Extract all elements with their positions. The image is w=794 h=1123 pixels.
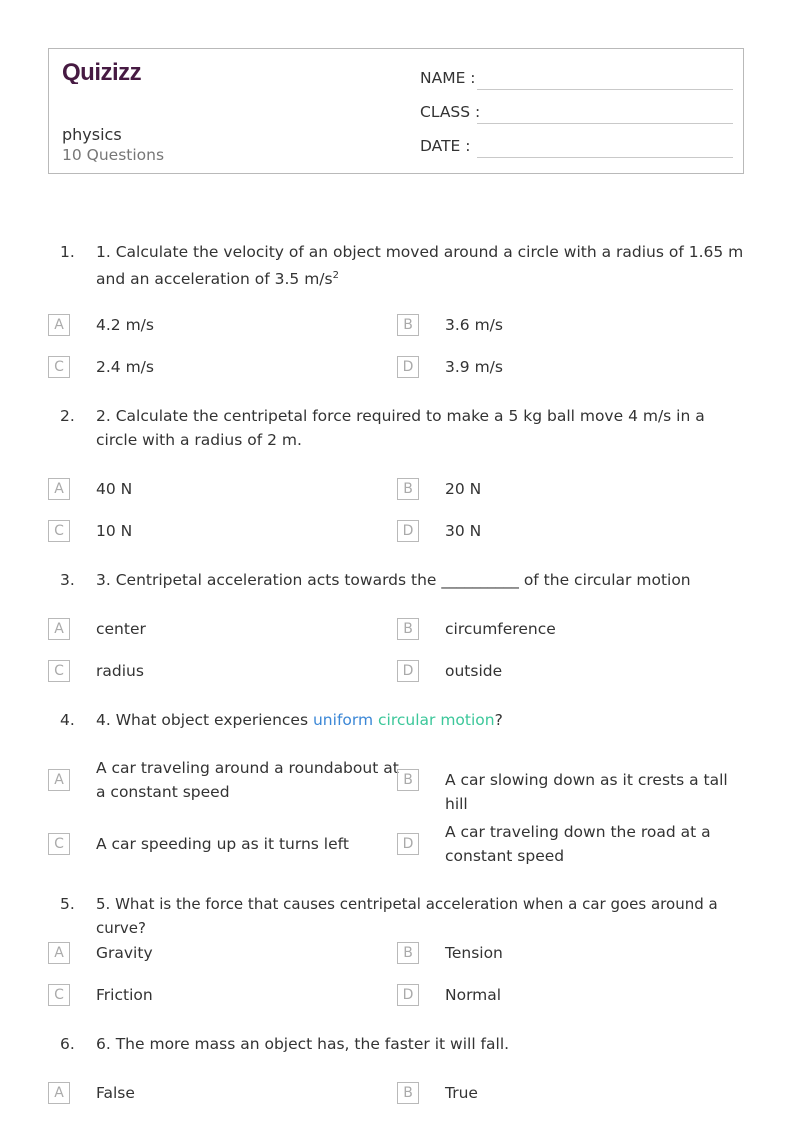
name-label: NAME :	[420, 69, 476, 87]
option-text: False	[96, 1084, 135, 1102]
date-label: DATE :	[420, 137, 471, 155]
option-letter[interactable]: B	[397, 1082, 419, 1104]
class-field[interactable]	[477, 123, 733, 124]
option-text: Tension	[445, 944, 503, 962]
worksheet-header	[48, 48, 744, 174]
option-letter[interactable]: A	[48, 942, 70, 964]
subject-title: physics	[62, 125, 122, 144]
option-text: Gravity	[96, 944, 153, 962]
option-letter[interactable]: D	[397, 356, 419, 378]
option-text: A car traveling around a roundabout at a constant speed	[96, 759, 399, 801]
logo-text: Quizizz	[62, 59, 142, 84]
question-text: 3. Centripetal acceleration acts towards the __________ of the circular motion	[96, 571, 691, 589]
question-count: 10 Questions	[62, 146, 165, 164]
superscript: 2	[332, 270, 339, 281]
option-letter[interactable]: A	[48, 618, 70, 640]
keyword-circular-motion: circular motion	[378, 711, 495, 729]
option-letter[interactable]: B	[397, 769, 419, 791]
date-field[interactable]	[477, 157, 733, 158]
option-text: radius	[96, 662, 144, 680]
class-label: CLASS :	[420, 103, 481, 121]
option-letter[interactable]: B	[397, 618, 419, 640]
option-text: A car slowing down as it crests a tall hill	[445, 771, 728, 813]
question-text: 6. The more mass an object has, the faster it will fall.	[96, 1035, 510, 1053]
question-number: 2.	[60, 407, 75, 425]
question-text	[96, 708, 748, 732]
option-text: Normal	[445, 986, 502, 1004]
question-text-after: ?	[494, 711, 503, 729]
option-letter[interactable]: C	[48, 356, 70, 378]
question-text: 2. Calculate the centripetal force required to make a 5 kg ball move 4 m/s in a circle with a radius of 2 m.	[96, 407, 705, 449]
option-letter[interactable]: C	[48, 833, 70, 855]
option-text: 40 N	[96, 480, 133, 498]
option-letter[interactable]: C	[48, 520, 70, 542]
quizizz-logo	[62, 58, 154, 88]
option-letter[interactable]: A	[48, 1082, 70, 1104]
question-number: 6.	[60, 1035, 75, 1053]
option-letter[interactable]: A	[48, 478, 70, 500]
option-text: 3.9 m/s	[445, 358, 503, 376]
option-text: 10 N	[96, 522, 133, 540]
option-letter[interactable]: D	[397, 520, 419, 542]
option-letter[interactable]: B	[397, 314, 419, 336]
keyword-uniform: uniform	[312, 711, 374, 729]
question-text	[96, 240, 748, 291]
option-text: 30 N	[445, 522, 482, 540]
name-field[interactable]	[477, 89, 733, 90]
option-text: 3.6 m/s	[445, 316, 503, 334]
option-text: 2.4 m/s	[96, 358, 154, 376]
question-number: 3.	[60, 571, 75, 589]
option-letter[interactable]: A	[48, 769, 70, 791]
option-letter[interactable]: A	[48, 314, 70, 336]
option-text: circumference	[445, 620, 556, 638]
question-number: 1.	[60, 243, 75, 261]
option-letter[interactable]: D	[397, 660, 419, 682]
option-text: center	[96, 620, 146, 638]
option-letter[interactable]: B	[397, 942, 419, 964]
option-text: True	[445, 1084, 478, 1102]
option-text: A car speeding up as it turns left	[96, 835, 349, 853]
option-text: 4.2 m/s	[96, 316, 154, 334]
option-text: Friction	[96, 986, 153, 1004]
option-letter[interactable]: D	[397, 833, 419, 855]
question-number: 4.	[60, 711, 75, 729]
option-text: 20 N	[445, 480, 482, 498]
option-letter[interactable]: C	[48, 660, 70, 682]
option-letter[interactable]: B	[397, 478, 419, 500]
option-letter[interactable]: C	[48, 984, 70, 1006]
question-text: 5. What is the force that causes centripetal acceleration when a car goes around a curve?	[96, 895, 718, 937]
question-text-before: 4. What object experiences	[96, 711, 313, 729]
option-text: outside	[445, 662, 503, 680]
option-letter[interactable]: D	[397, 984, 419, 1006]
option-text: A car traveling down the road at a constant speed	[445, 823, 711, 865]
question-number: 5.	[60, 895, 75, 913]
question-text-body: 1. Calculate the velocity of an object moved around a circle with a radius of 1.65 m and an acceleration of 3.5 m/s	[96, 243, 744, 289]
